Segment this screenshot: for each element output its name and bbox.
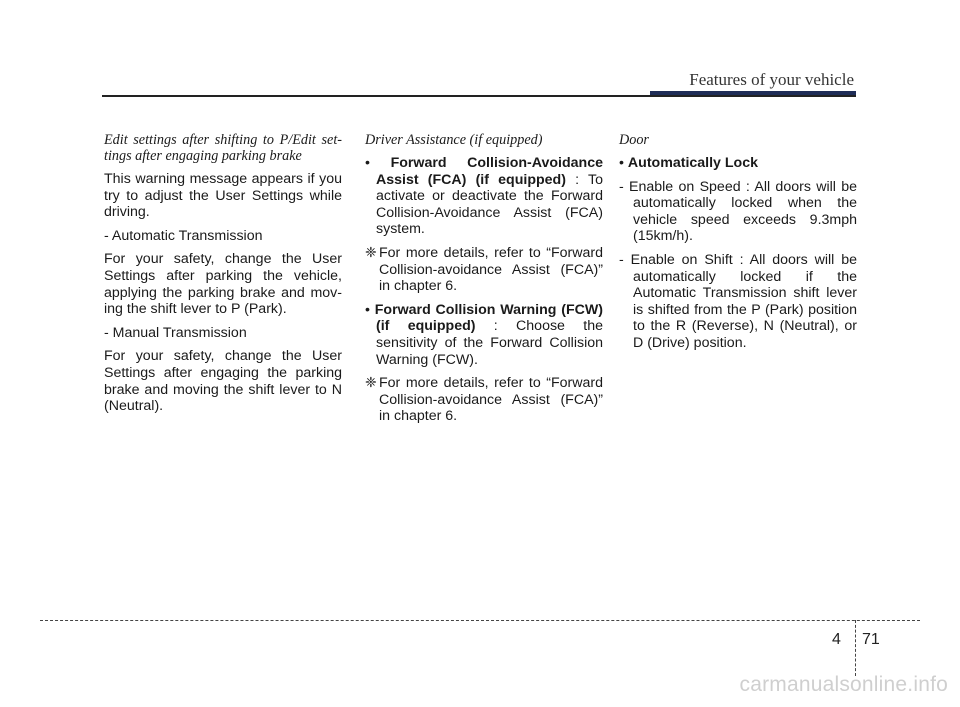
page-header-title: Features of your vehicle xyxy=(689,70,854,89)
list-item-fcw xyxy=(365,302,603,368)
fcw-description: : Choose the sensitivity of the Forward Collision Warning (FCW). xyxy=(376,318,603,368)
fcw-title: Forward Collision Warning (FCW) (if equipped) xyxy=(374,301,603,335)
header-rule xyxy=(102,95,856,97)
paragraph-manual-instructions: For your safety, change the User Settings after engaging the parking brake and moving the shift lever to N (Neutral). xyxy=(104,348,342,415)
note-text: For more details, refer to “Forward Collision-avoidance Assist (FCA)” in chapter 6. xyxy=(379,244,603,295)
section-heading-driver-assistance: Driver Assistance (if equipped) xyxy=(365,132,543,148)
label-automatic-transmission: - Automatic Transmission xyxy=(104,227,263,244)
note-fca-reference xyxy=(365,245,603,295)
footer-divider xyxy=(855,620,856,676)
section-heading-door: Door xyxy=(619,132,649,148)
note-text: For more details, refer to “Forward Collision-avoidance Assist (FCA)” in chapter 6. xyxy=(379,375,603,425)
sub-item-enable-on-shift: - Enable on Shift : All doors will be automatically locked if the Automatic Transmission shift lever is shifted from the P (Park) position to the R (Reverse), N (Neutral), or D (Drive) position. xyxy=(619,251,857,351)
paragraph-warning-message: This warning message appears if you try to adjust the User Settings while driving. xyxy=(104,171,342,221)
list-item-fca xyxy=(365,155,603,238)
note-symbol-icon: ❈ xyxy=(365,244,377,261)
section-heading-edit-settings: Edit settings after shifting to P/Edit set-tings after engaging parking brake xyxy=(104,132,342,164)
footer-rule xyxy=(40,620,920,621)
column-right xyxy=(619,132,857,359)
list-item-automatically-lock xyxy=(619,155,857,172)
bullet-icon: • xyxy=(365,155,370,171)
sub-item-enable-on-speed: - Enable on Speed : All doors will be automatically locked when the vehicle speed exceeds 9.3mph (15km/h). xyxy=(619,178,857,245)
chapter-number: 4 xyxy=(832,631,841,648)
bullet-icon: • xyxy=(619,155,624,171)
watermark: carmanualsonline.info xyxy=(739,673,948,696)
note-fcw-reference xyxy=(365,375,603,425)
paragraph-automatic-instructions: For your safety, change the User Settings after parking the vehicle, applying the parking brake and mov-ing the shift lever to P (Park). xyxy=(104,251,342,318)
label-manual-transmission: - Manual Transmission xyxy=(104,324,247,341)
fca-title: Forward Collision-Avoidance Assist (FCA) (if equipped) xyxy=(376,155,603,188)
column-left xyxy=(104,132,342,422)
note-symbol-icon: ❈ xyxy=(365,375,377,392)
bullet-icon: • xyxy=(365,301,370,318)
fca-description: : To activate or deactivate the Forward Collision-Avoidance Assist (FCA) system. xyxy=(376,171,603,238)
automatically-lock-title: Automatically Lock xyxy=(627,155,759,171)
column-middle xyxy=(365,132,603,432)
page-number: 71 xyxy=(862,631,880,648)
